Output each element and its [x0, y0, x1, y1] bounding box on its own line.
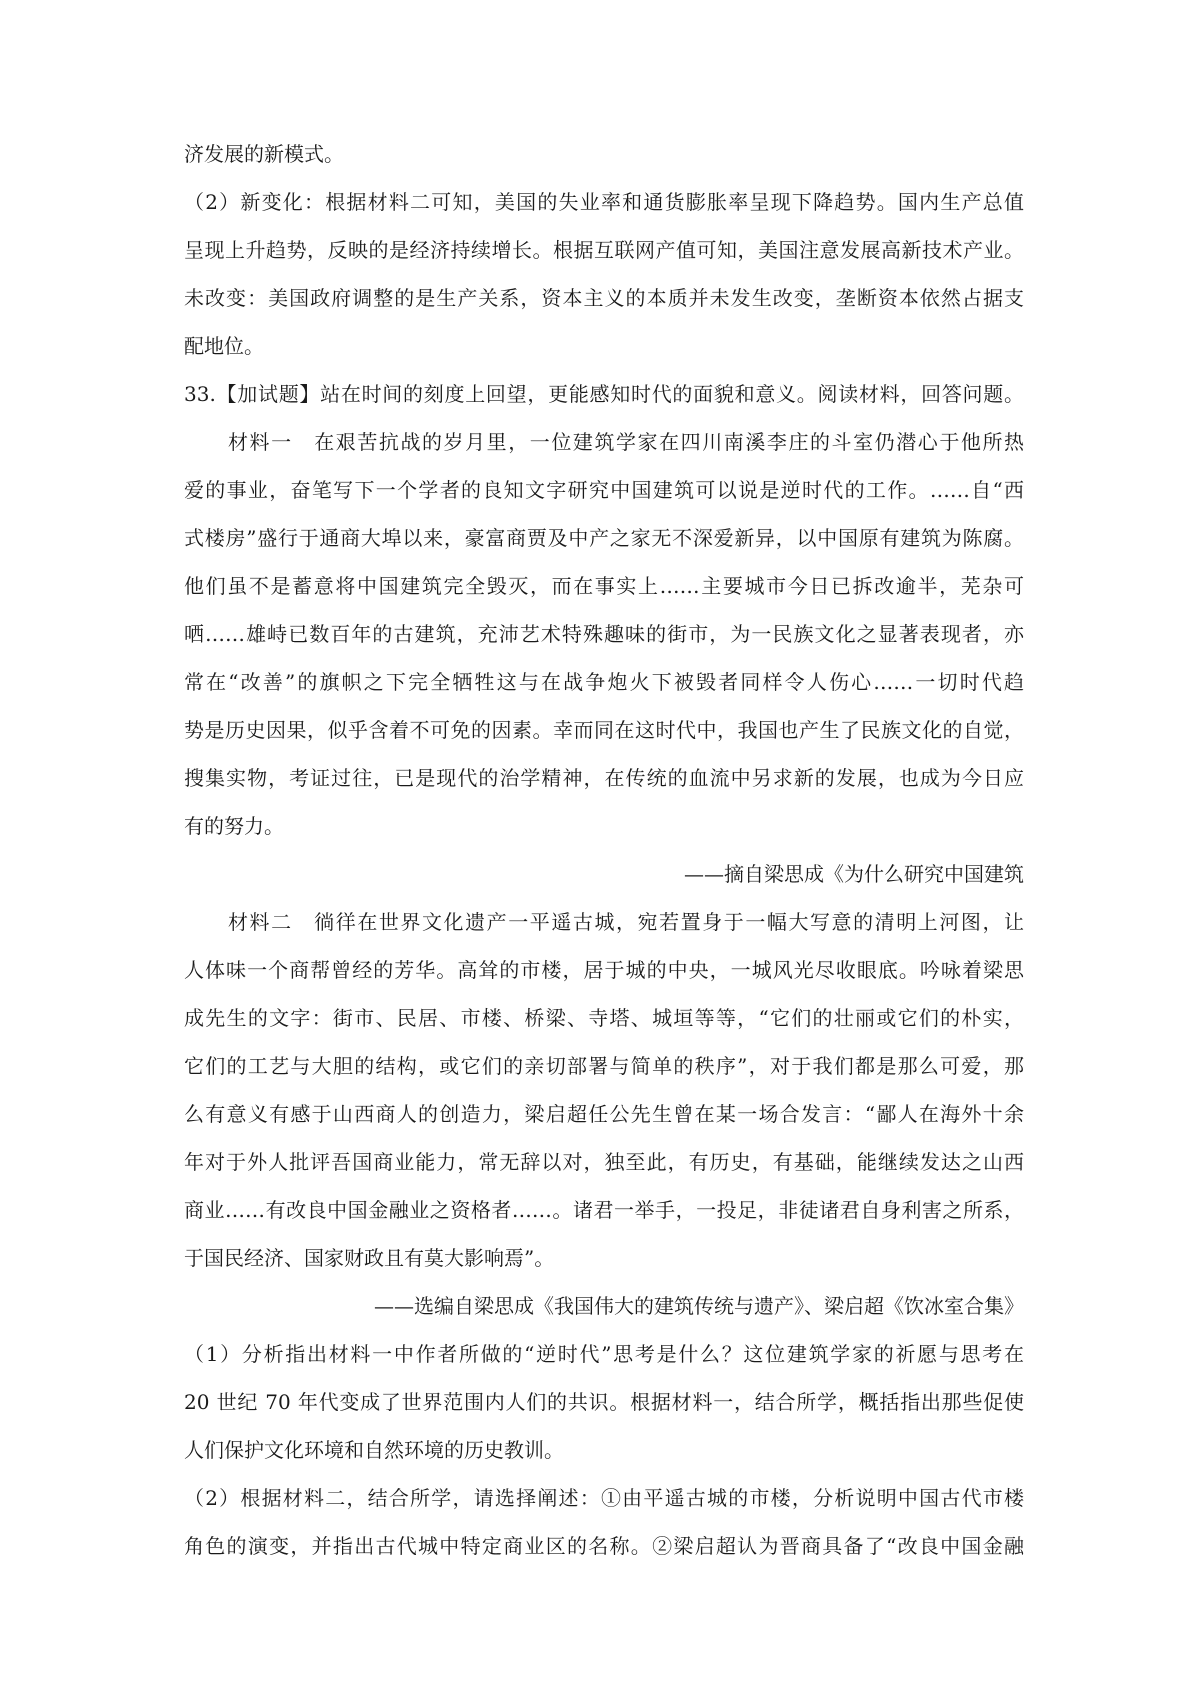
sub-question-2-line: 角色的演变，并指出古代城中特定商业区的名称。②梁启超认为晋商具备了“改良中国金融: [184, 1534, 1024, 1558]
material-2-line: 人体味一个商帮曾经的芳华。高耸的市楼，居于城的中央，一城风光尽收眼底。吟咏着梁思: [184, 958, 1024, 982]
material-2-line: 成先生的文字：街市、民居、市楼、桥梁、寺塔、城垣等等，“它们的壮丽或它们的朴实，: [184, 1006, 1024, 1030]
question-33-stem: 33.【加试题】站在时间的刻度上回望，更能感知时代的面貌和意义。阅读材料，回答问题。: [184, 382, 1024, 406]
material-1-line: 常在“改善”的旗帜之下完全牺牲这与在战争炮火下被毁者同样令人伤心……一切时代趋: [184, 670, 1024, 694]
prev-answer-line-1: 济发展的新模式。: [184, 142, 344, 166]
material-1-line: 材料一 在艰苦抗战的岁月里，一位建筑学家在四川南溪李庄的斗室仍潜心于他所热: [228, 430, 1024, 454]
prev-answer-line-3: 呈现上升趋势，反映的是经济持续增长。根据互联网产值可知，美国注意发展高新技术产业。: [184, 238, 1024, 262]
sub-question-1-line: 人们保护文化环境和自然环境的历史教训。: [184, 1438, 564, 1462]
material-1-line: 爱的事业，奋笔写下一个学者的良知文字研究中国建筑可以说是逆时代的工作。……自“西: [184, 478, 1024, 502]
material-1-line: 势是历史因果，似乎含着不可免的因素。幸而同在这时代中，我国也产生了民族文化的自觉，: [184, 718, 1024, 742]
prev-answer-line-5: 配地位。: [184, 334, 264, 358]
sub-question-1-line: （1）分析指出材料一中作者所做的“逆时代”思考是什么？这位建筑学家的祈愿与思考在: [184, 1342, 1024, 1366]
material-2-line: 商业……有改良中国金融业之资格者……。诸君一举手，一投足，非徒诸君自身利害之所系，: [184, 1198, 1024, 1222]
material-1-line: 有的努力。: [184, 814, 284, 838]
material-2-line: 于国民经济、国家财政且有莫大影响焉”。: [184, 1246, 555, 1270]
material-1-source: ——摘自梁思成《为什么研究中国建筑: [684, 862, 1024, 886]
sub-question-2-line: （2）根据材料二，结合所学，请选择阐述：①由平遥古城的市楼，分析说明中国古代市楼: [184, 1486, 1024, 1510]
material-2-line: 年对于外人批评吾国商业能力，常无辞以对，独至此，有历史，有基础，能继续发达之山西: [184, 1150, 1024, 1174]
prev-answer-line-4: 未改变：美国政府调整的是生产关系，资本主义的本质并未发生改变，垄断资本依然占据支: [184, 286, 1024, 310]
sub-question-1-line: 20 世纪 70 年代变成了世界范围内人们的共识。根据材料一，结合所学，概括指出那些促使: [184, 1390, 1024, 1414]
material-1-line: 哂……雄峙已数百年的古建筑，充沛艺术特殊趣味的街市，为一民族文化之显著表现者，亦: [184, 622, 1024, 646]
material-2-line: 么有意义有感于山西商人的创造力，梁启超任公先生曾在某一场合发言：“鄙人在海外十余: [184, 1102, 1024, 1126]
prev-answer-line-2: （2）新变化：根据材料二可知，美国的失业率和通货膨胀率呈现下降趋势。国内生产总值: [184, 190, 1024, 214]
material-1-line: 式楼房”盛行于通商大埠以来，豪富商贾及中产之家无不深爱新异，以中国原有建筑为陈腐。: [184, 526, 1024, 550]
material-1-line: 搜集实物，考证过往，已是现代的治学精神，在传统的血流中另求新的发展，也成为今日应: [184, 766, 1024, 790]
material-2-line: 它们的工艺与大胆的结构，或它们的亲切部署与简单的秩序”，对于我们都是那么可爱，那: [184, 1054, 1024, 1078]
material-2-source: ——选编自梁思成《我国伟大的建筑传统与遗产》、梁启超《饮冰室合集》: [374, 1294, 1024, 1318]
material-2-line: 材料二 徜徉在世界文化遗产一平遥古城，宛若置身于一幅大写意的清明上河图，让: [228, 910, 1024, 934]
material-1-line: 他们虽不是蓄意将中国建筑完全毁灭，而在事实上……主要城市今日已拆改逾半，芜杂可: [184, 574, 1024, 598]
